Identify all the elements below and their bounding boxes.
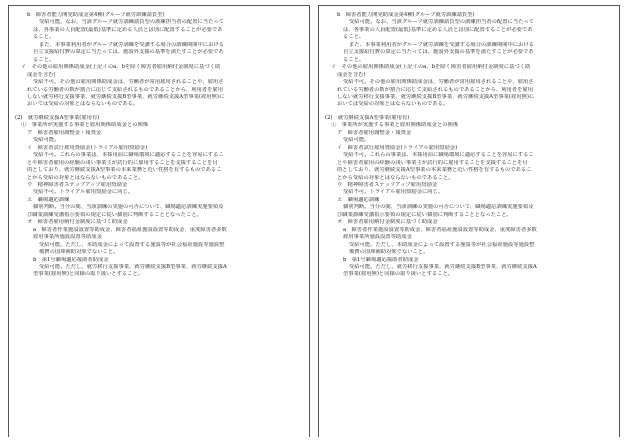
text-line: b 障害者能力開発助成金第4種(グループ就労訓練請負型) xyxy=(27,12,165,18)
text-line: 備費の国庫補助対象でないこと。 xyxy=(349,249,429,256)
text-line: 的としており、就労継続支援A型事業の本来業務と近い性格を有するものであるこ xyxy=(337,167,532,174)
text-line: オ 障害者雇用納付金制度に基づく助成金 xyxy=(27,219,128,226)
text-line: (2) 就労継続支援A型事業(雇用有) xyxy=(325,114,410,121)
text-line: 受給可能。なお、当該グループ就労訓練請負型の訓練担当者の配置に当たって xyxy=(39,19,224,26)
text-line: b 第1号職場適応援助者助成金 xyxy=(33,256,109,263)
text-line: 受給可能。ただし、本助成金によって設置する施設等が社会福祉施設等施設整 xyxy=(349,241,535,248)
text-line: ア 障害者雇用調整金・報奨金 xyxy=(27,129,102,136)
text-line: び職業訓練受講指示要領の規定に従い個別に判断することとなったこと。 xyxy=(337,211,512,218)
text-line: おいては受給の対象とはならないものである。 xyxy=(27,101,139,108)
right-column xyxy=(318,5,620,437)
text-line: 自立支援給付費の算定に当たっては、施設外支援の基準を満たすことが必要であ xyxy=(33,49,224,56)
text-line: 受給可能。ただし、就労移行支援事業、就労継続支援B型事業、就労継続支援A xyxy=(349,263,537,270)
text-line: ① 事業所が実施する事業と雇用関係助成金との関係 xyxy=(21,122,149,129)
text-line: とや障害者雇用の経験の浅い事業主が試行的に雇用することを支援することを目 xyxy=(27,159,218,166)
text-line: 受給不可。その他の雇用関係助成金は、労働者が常用雇用されることや、雇用さ xyxy=(33,79,224,86)
text-line: ること。 xyxy=(343,56,365,63)
text-line: とや障害者雇用の経験の浅い事業主が試行的に雇用することを支援することを目 xyxy=(337,159,528,166)
text-line: れている労働者の数が割合に応じて支給されるものであることから、利用者を雇用 xyxy=(27,86,223,93)
text-line: ること。 xyxy=(33,34,55,41)
text-line: 受給不可。トライアル雇用奨励金に同じ。 xyxy=(33,189,134,196)
text-line: (2) 就労継続支援A型事業(雇用有) xyxy=(15,114,100,121)
text-line: 自立支援給付費の算定に当たっては、施設外支援の基準を満たすことが必要であ xyxy=(343,49,534,56)
text-line: れている労働者の数が割合に応じて支給されるものであることから、利用者を雇用 xyxy=(337,86,533,93)
left-column xyxy=(8,5,310,437)
text-line: 受給可能。なお、当該グループ就労訓練請負型の訓練担当者の配置に当たって xyxy=(349,19,534,26)
text-line: a 障害者作業施設設置等助成金、障害者福祉施設設置等助成金、重度障害者多数 xyxy=(343,226,537,233)
text-line: イ その他の雇用関係助成金(上記イのa、bを除く障害者雇用納付金制度に基づく助 xyxy=(331,64,531,71)
text-line: イ その他の雇用関係助成金(上記イのa、bを除く障害者雇用納付金制度に基づく助 xyxy=(21,64,221,71)
text-line: とから受給の対象とはならないものであること。 xyxy=(27,174,144,181)
text-line: ウ 精神障害者ステップアップ雇用奨励金 xyxy=(27,181,128,188)
text-line: 受給可能。 xyxy=(33,137,60,144)
text-line: 的としており、就労継続支援A型事業の本来業務と近い性格を有するものであるこ xyxy=(27,167,222,174)
text-line: 備費の国庫補助対象でないこと。 xyxy=(39,249,119,256)
text-line: ること。 xyxy=(33,56,55,63)
text-line: しない就労移行支援事業、就労継続支援B型事業、就労継続支援A型事業(雇用無)に xyxy=(337,93,535,100)
text-line: 受給可能。ただし、就労移行支援事業、就労継続支援B型事業、就労継続支援A xyxy=(39,263,227,270)
text-line: b 障害者能力開発助成金第4種(グループ就労訓練請負型) xyxy=(337,12,475,18)
text-line: イ 障害者試行雇用奨励金(トライアル雇用奨励金) xyxy=(337,144,458,151)
text-line: また、本事業利用者がグループ就労訓練を受講する場合の訓練期間中における xyxy=(349,41,534,48)
text-line: オ 障害者雇用納付金制度に基づく助成金 xyxy=(337,219,438,226)
text-line: とから受給の対象とはならないものであること。 xyxy=(337,174,454,181)
text-line: は、各事業の人員配置(最低)基準に定める人員とは別に配置することが必要であ xyxy=(343,26,533,33)
text-line: 受給不可。これらの事業は、本採用前に職場環境に適応することを容易にするこ xyxy=(33,152,224,159)
text-line: は、各事業の人員配置(最低)基準に定める人員とは別に配置することが必要であ xyxy=(33,26,223,33)
text-line: b 第1号職場適応援助者助成金 xyxy=(343,256,419,263)
text-line: 受給不可。トライアル雇用奨励金に同じ。 xyxy=(343,189,444,196)
text-line: 受給不可。これらの事業は、本採用前に職場環境に適応することを容易にするこ xyxy=(343,152,534,159)
text-line: 雇用事業所施設設置等助成金 xyxy=(33,234,102,241)
text-line: しない就労移行支援事業、就労継続支援B型事業、就労継続支援A型事業(雇用無)に xyxy=(27,93,225,100)
text-line: イ 障害者試行雇用奨励金(トライアル雇用奨励金) xyxy=(27,144,148,151)
text-line: ① 事業所が実施する事業と雇用関係助成金との関係 xyxy=(331,122,459,129)
text-line: 個別判断。当分の間、当該訓練の実施の可否について、職場適応訓練実施要領及 xyxy=(33,204,224,211)
text-line: 型事業(雇用無)と同様の取り扱いとすること。 xyxy=(33,271,144,278)
text-line: 個別判断。当分の間、当該訓練の実施の可否について、職場適応訓練実施要領及 xyxy=(343,204,534,211)
text-line: また、本事業利用者がグループ就労訓練を受講する場合の訓練期間中における xyxy=(39,41,224,48)
text-line: a 障害者作業施設設置等助成金、障害者福祉施設設置等助成金、重度障害者多数 xyxy=(33,226,227,233)
text-line: 受給不可。その他の雇用関係助成金は、労働者が常用雇用されることや、雇用さ xyxy=(343,79,534,86)
text-line: 成金を含む) xyxy=(337,71,366,78)
text-line: び職業訓練受講指示要領の規定に従い個別に判断することとなったこと。 xyxy=(27,211,202,218)
text-line: 成金を含む) xyxy=(27,71,56,78)
text-line: エ 職場適応訓練 xyxy=(337,196,380,203)
text-line: 受給可能。ただし、本助成金によって設置する施設等が社会福祉施設等施設整 xyxy=(39,241,225,248)
text-line: ること。 xyxy=(343,34,365,41)
text-line: 型事業(雇用無)と同様の取り扱いとすること。 xyxy=(343,271,454,278)
text-line: おいては受給の対象とはならないものである。 xyxy=(337,101,449,108)
text-line: 受給可能。 xyxy=(343,137,370,144)
text-line: ウ 精神障害者ステップアップ雇用奨励金 xyxy=(337,181,438,188)
text-line: ア 障害者雇用調整金・報奨金 xyxy=(337,129,412,136)
text-line: 雇用事業所施設設置等助成金 xyxy=(343,234,412,241)
text-line: エ 職場適応訓練 xyxy=(27,196,70,203)
